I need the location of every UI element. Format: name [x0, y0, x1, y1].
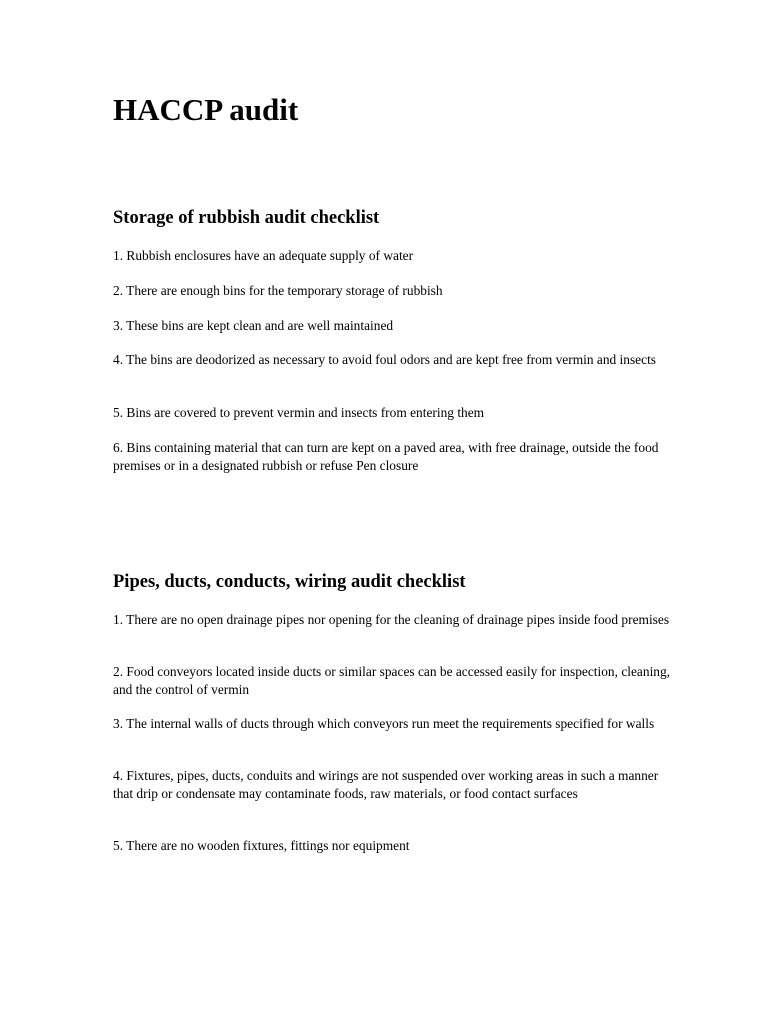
checklist-item: 3. These bins are kept clean and are well maintained: [113, 318, 394, 333]
checklist-item: 5. There are no wooden fixtures, fittings nor equipment: [113, 838, 410, 853]
document-title: HACCP audit: [113, 92, 299, 127]
checklist-item: 1. There are no open drainage pipes nor opening for the cleaning of drainage pipes inside food premises: [113, 612, 670, 627]
checklist-item: 2. Food conveyors located inside ducts or similar spaces can be accessed easily for inspection, cleaning, and the control of vermin: [113, 664, 671, 697]
section-heading: Storage of rubbish audit checklist: [113, 208, 380, 228]
checklist-item: 2. There are enough bins for the temporary storage of rubbish: [113, 283, 443, 298]
checklist-item: 4. The bins are deodorized as necessary to avoid foul odors and are kept free from vermin and insects: [113, 352, 657, 367]
checklist-item: 6. Bins containing material that can turn are kept on a paved area, with free drainage, outside the food premises or in a designated rubbish or refuse Pen closure: [113, 440, 659, 473]
section-heading: Pipes, ducts, conducts, wiring audit checklist: [113, 572, 466, 592]
checklist-item: 4. Fixtures, pipes, ducts, conduits and wirings are not suspended over working areas in such a manner that drip or condensate may contaminate foods, raw materials, or food contact surfaces: [113, 768, 659, 801]
checklist-item: 3. The internal walls of ducts through which conveyors run meet the requirements specified for walls: [113, 716, 655, 731]
checklist-item: 5. Bins are covered to prevent vermin and insects from entering them: [113, 405, 485, 420]
checklist-item: 1. Rubbish enclosures have an adequate supply of water: [113, 248, 414, 263]
